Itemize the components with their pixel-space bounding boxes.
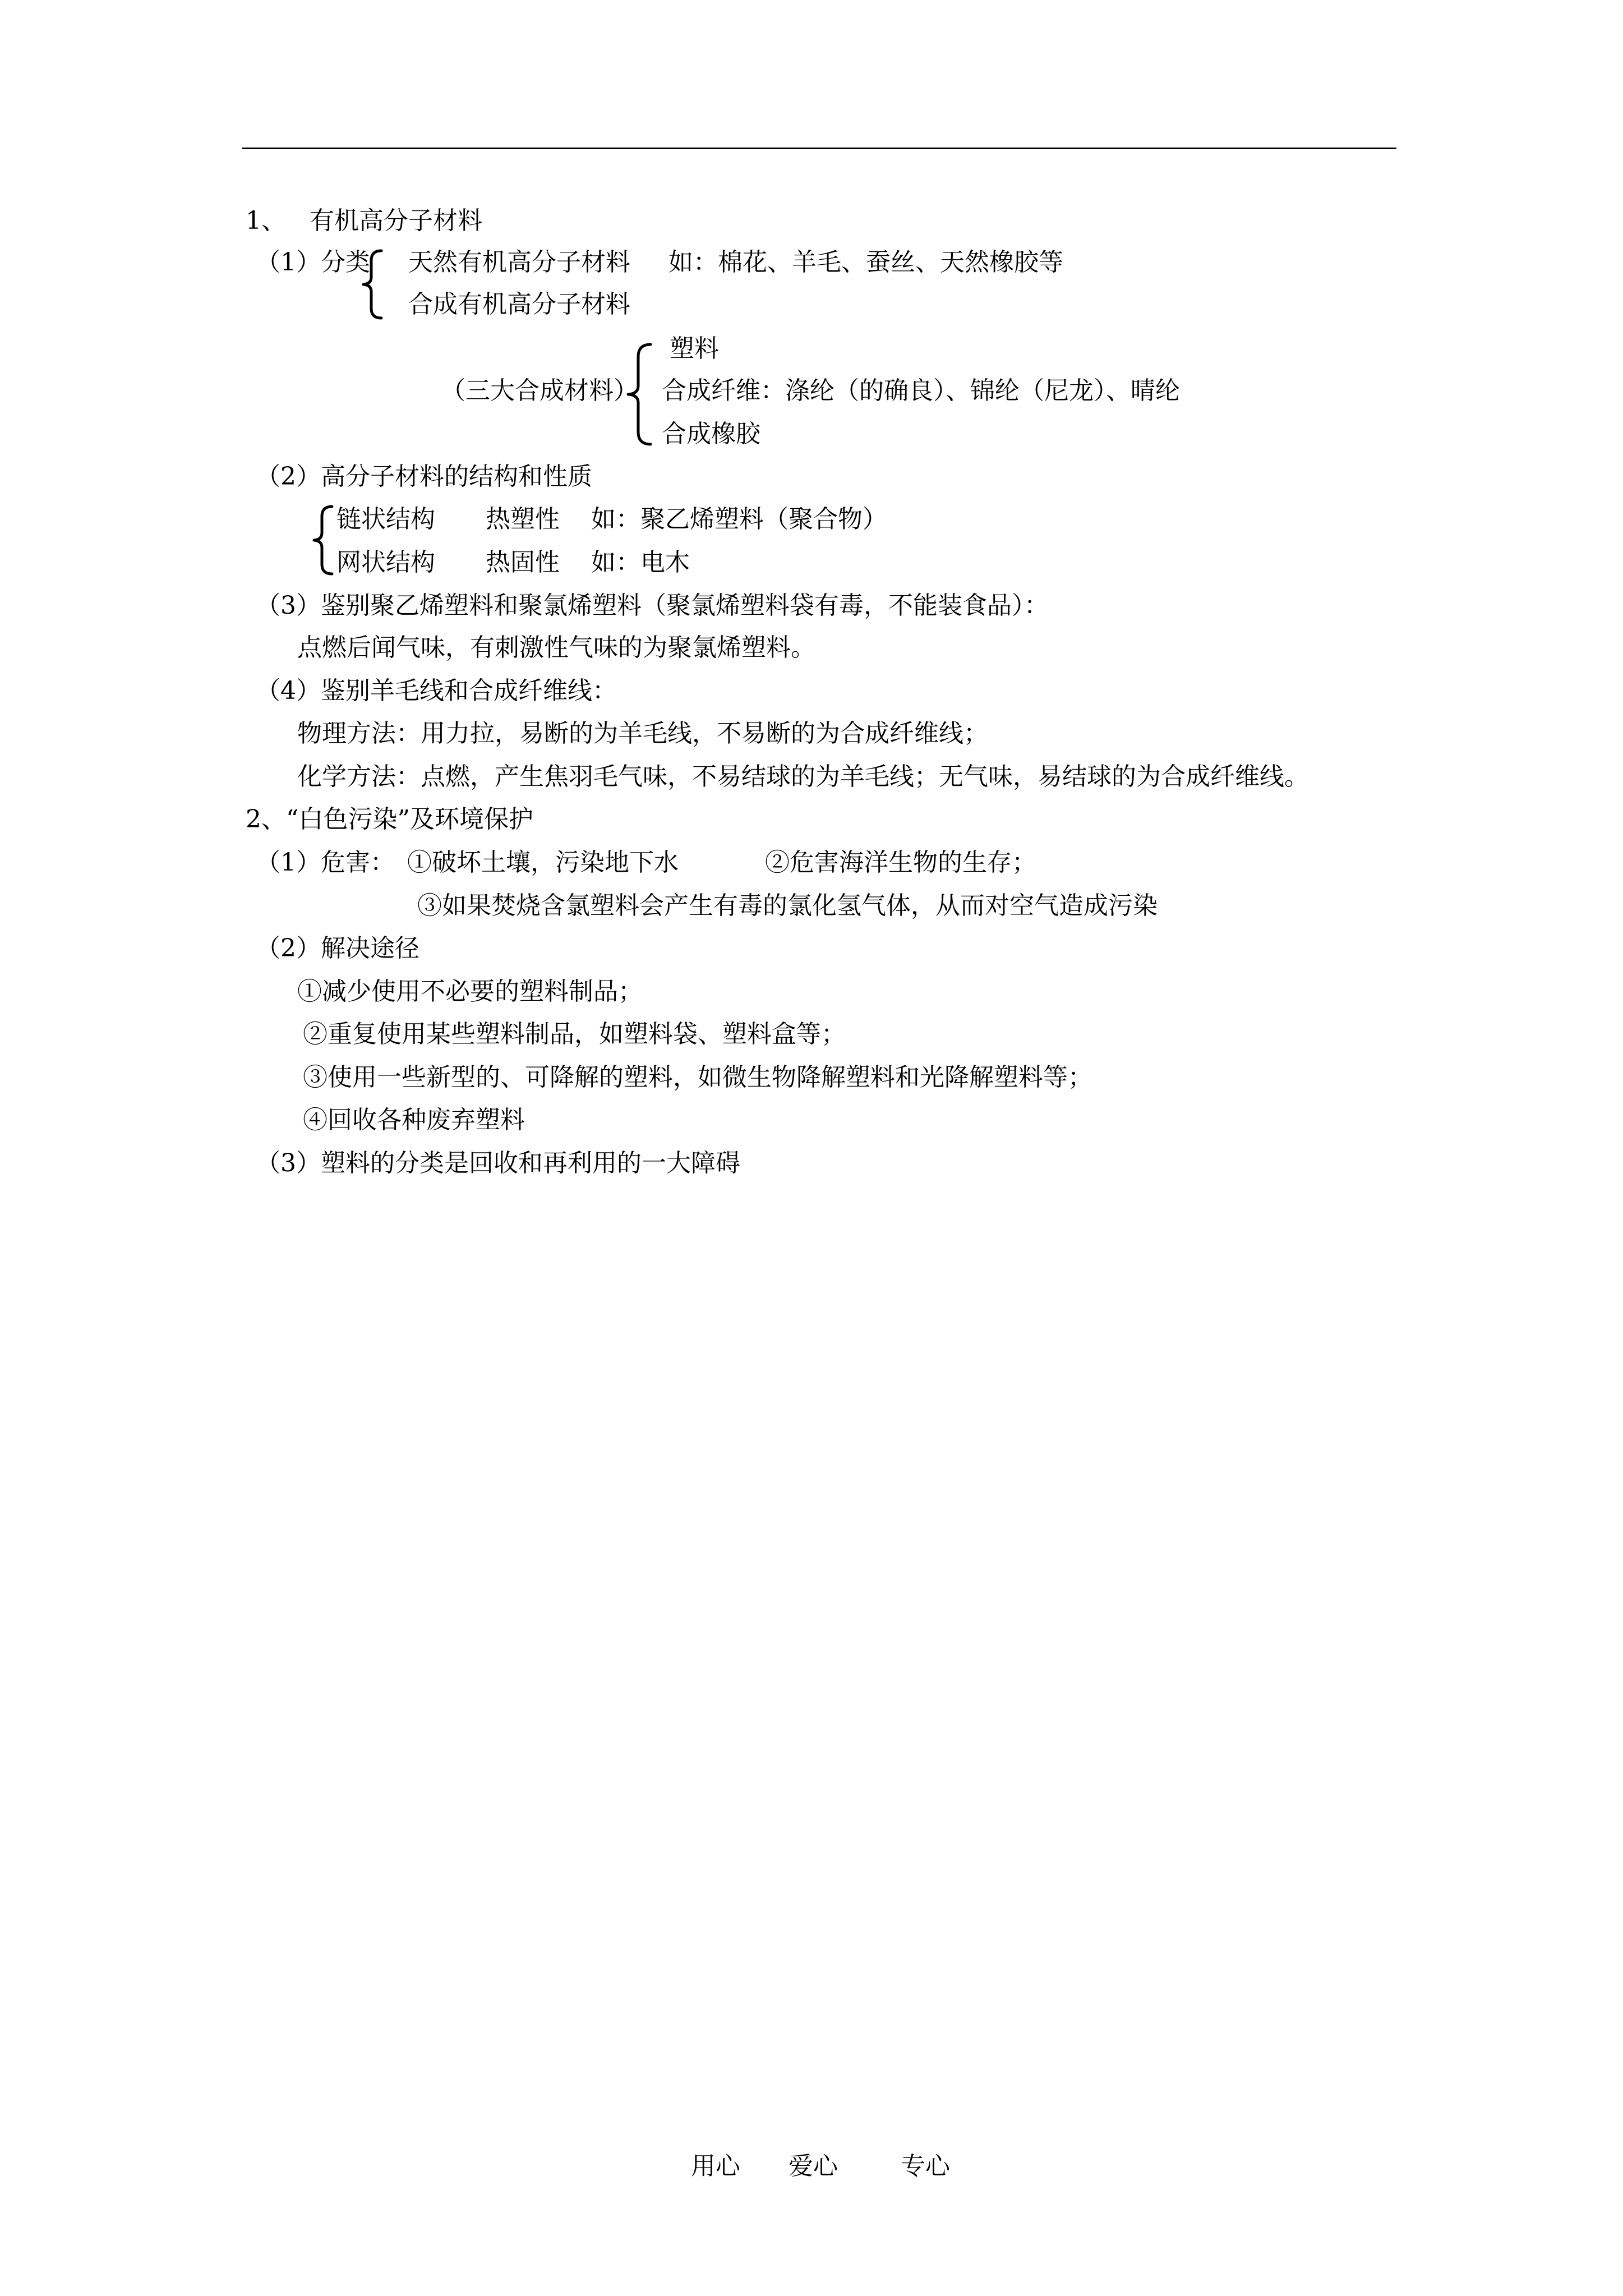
physical-method: 物理方法：用力拉，易断的为羊毛线，不易断的为合成纤维线；	[297, 719, 988, 748]
recycling-obstacle: （3）塑料的分类是回收和再利用的一大障碍	[256, 1149, 740, 1177]
solution-4: ④回收各种废弃塑料	[303, 1106, 525, 1134]
header-rule	[242, 148, 1396, 149]
thermoset: 热固性	[486, 548, 560, 577]
identify-plastic-label: （3）鉴别聚乙烯塑料和聚氯烯塑料（聚氯烯塑料袋有毒，不能装食品）：	[256, 591, 1049, 620]
section-1-number: 1、	[246, 206, 286, 235]
identify-plastic-text: 点燃后闻气味，有刺激性气味的为聚氯烯塑料。	[297, 633, 815, 662]
solution-3: ③使用一些新型的、可降解的塑料，如微生物降解塑料和光降解塑料等；	[303, 1063, 1092, 1092]
footer-word-2: 爱心	[789, 2152, 838, 2180]
chain-example: 如：聚乙烯塑料（聚合物）	[591, 505, 887, 533]
network-structure: 网状结构	[336, 548, 435, 577]
structure-properties-label: （2）高分子材料的结构和性质	[256, 462, 592, 491]
three-materials-brace	[623, 341, 656, 448]
solution-label: （2）解决途径	[256, 934, 419, 963]
classification-brace	[359, 248, 387, 321]
identify-fiber-label: （4）鉴别羊毛线和合成纤维线：	[256, 677, 617, 705]
structure-brace	[310, 504, 338, 577]
chemical-method: 化学方法：点燃，产生焦羽毛气味，不易结球的为羊毛线；无气味，易结球的为合成纤维线。	[297, 762, 1309, 791]
three-materials-label: （三大合成材料）	[441, 376, 638, 405]
material-plastic: 塑料	[670, 334, 719, 363]
section-1-title: 有机高分子材料	[310, 206, 482, 235]
harm-label: （1）危害：	[256, 848, 395, 877]
solution-2: ②重复使用某些塑料制品，如塑料袋、塑料盒等；	[303, 1020, 846, 1048]
classification-label: （1）分类	[256, 248, 370, 277]
network-example: 如：电木	[591, 548, 690, 577]
harm-1: ①破坏土壤，污染地下水	[407, 848, 679, 877]
solution-1: ①减少使用不必要的塑料制品；	[297, 977, 643, 1006]
natural-polymer-examples: 如：棉花、羊毛、蚕丝、天然橡胶等	[668, 248, 1063, 277]
footer-word-1: 用心	[691, 2152, 740, 2180]
harm-3: ③如果焚烧含氯塑料会产生有毒的氯化氢气体，从而对空气造成污染	[417, 891, 1158, 920]
footer-word-3: 专心	[901, 2152, 950, 2180]
material-synthetic-fiber: 合成纤维：涤纶（的确良）、锦纶（尼龙）、晴纶	[662, 376, 1180, 405]
thermoplastic: 热塑性	[486, 505, 560, 533]
harm-2: ②危害海洋生物的生存；	[765, 848, 1036, 877]
section-2-heading: 2、“白色污染”及环境保护	[246, 805, 533, 834]
synthetic-polymer: 合成有机高分子材料	[408, 290, 630, 319]
material-synthetic-rubber: 合成橡胶	[662, 420, 760, 448]
natural-polymer: 天然有机高分子材料	[408, 248, 630, 277]
chain-structure: 链状结构	[336, 505, 435, 533]
